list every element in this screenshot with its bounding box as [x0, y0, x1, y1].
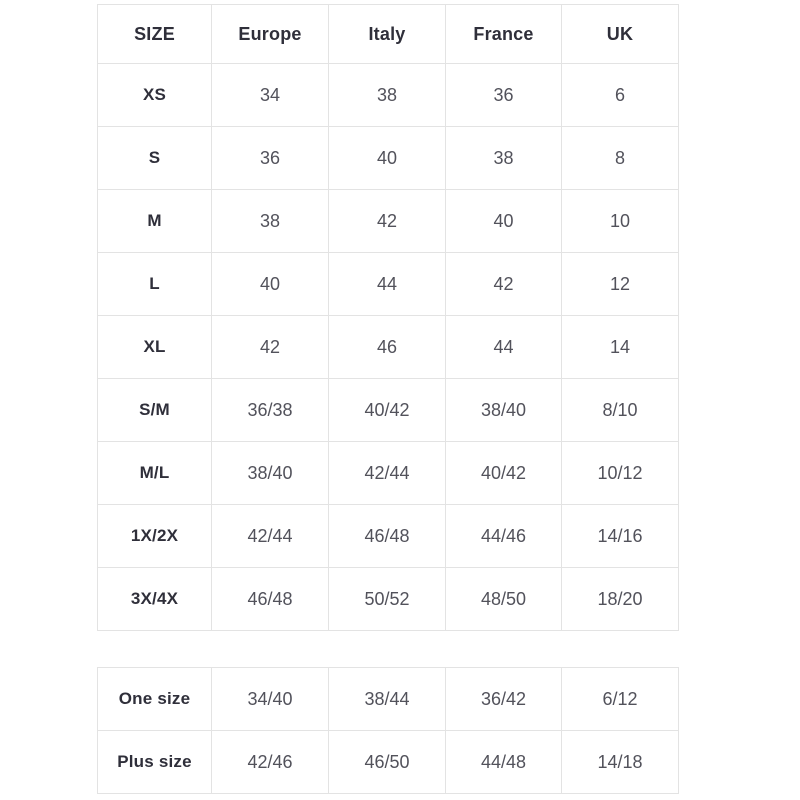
- table-row-l: [98, 253, 679, 316]
- table-row-m-l: [98, 442, 679, 505]
- size-label: M: [98, 190, 212, 253]
- table-row-3x-4x: [98, 568, 679, 631]
- uk-value: 10: [562, 190, 679, 253]
- uk-value: 8: [562, 127, 679, 190]
- table-header-row: [98, 5, 679, 64]
- italy-value: 40: [329, 127, 446, 190]
- table-row-s-m: [98, 379, 679, 442]
- uk-value: 14/18: [562, 731, 679, 794]
- italy-value: 44: [329, 253, 446, 316]
- europe-value: 38: [212, 190, 329, 253]
- europe-value: 40: [212, 253, 329, 316]
- france-value: 48/50: [446, 568, 562, 631]
- france-value: 44: [446, 316, 562, 379]
- italy-value: 38: [329, 64, 446, 127]
- column-header-uk: UK: [562, 5, 679, 64]
- uk-value: 18/20: [562, 568, 679, 631]
- italy-value: 42: [329, 190, 446, 253]
- size-conversion-table: [97, 4, 679, 631]
- france-value: 44/48: [446, 731, 562, 794]
- italy-value: 38/44: [329, 668, 446, 731]
- uk-value: 8/10: [562, 379, 679, 442]
- italy-value: 46: [329, 316, 446, 379]
- europe-value: 34: [212, 64, 329, 127]
- size-label: XL: [98, 316, 212, 379]
- europe-value: 36/38: [212, 379, 329, 442]
- uk-value: 14: [562, 316, 679, 379]
- column-header-italy: Italy: [329, 5, 446, 64]
- uk-value: 6: [562, 64, 679, 127]
- italy-value: 42/44: [329, 442, 446, 505]
- size-label: M/L: [98, 442, 212, 505]
- size-label: XS: [98, 64, 212, 127]
- size-label: Plus size: [98, 731, 212, 794]
- uk-value: 10/12: [562, 442, 679, 505]
- table-row-1x-2x: [98, 505, 679, 568]
- france-value: 40/42: [446, 442, 562, 505]
- size-label: 1X/2X: [98, 505, 212, 568]
- table-row-xl: [98, 316, 679, 379]
- column-header-france: France: [446, 5, 562, 64]
- europe-value: 38/40: [212, 442, 329, 505]
- france-value: 40: [446, 190, 562, 253]
- europe-value: 36: [212, 127, 329, 190]
- france-value: 38/40: [446, 379, 562, 442]
- france-value: 36/42: [446, 668, 562, 731]
- europe-value: 42/46: [212, 731, 329, 794]
- uk-value: 12: [562, 253, 679, 316]
- size-label: S: [98, 127, 212, 190]
- italy-value: 50/52: [329, 568, 446, 631]
- france-value: 44/46: [446, 505, 562, 568]
- size-label: One size: [98, 668, 212, 731]
- table-row-xs: [98, 64, 679, 127]
- size-label: L: [98, 253, 212, 316]
- column-header-size: SIZE: [98, 5, 212, 64]
- one-size-plus-size-table: [97, 667, 679, 794]
- europe-value: 34/40: [212, 668, 329, 731]
- italy-value: 46/50: [329, 731, 446, 794]
- italy-value: 46/48: [329, 505, 446, 568]
- europe-value: 42: [212, 316, 329, 379]
- europe-value: 46/48: [212, 568, 329, 631]
- france-value: 38: [446, 127, 562, 190]
- uk-value: 6/12: [562, 668, 679, 731]
- italy-value: 40/42: [329, 379, 446, 442]
- table-row-m: [98, 190, 679, 253]
- france-value: 42: [446, 253, 562, 316]
- france-value: 36: [446, 64, 562, 127]
- table-row-s: [98, 127, 679, 190]
- size-label: 3X/4X: [98, 568, 212, 631]
- uk-value: 14/16: [562, 505, 679, 568]
- table-row-plus-size: [98, 731, 679, 794]
- europe-value: 42/44: [212, 505, 329, 568]
- table-row-one-size: [98, 668, 679, 731]
- size-label: S/M: [98, 379, 212, 442]
- column-header-europe: Europe: [212, 5, 329, 64]
